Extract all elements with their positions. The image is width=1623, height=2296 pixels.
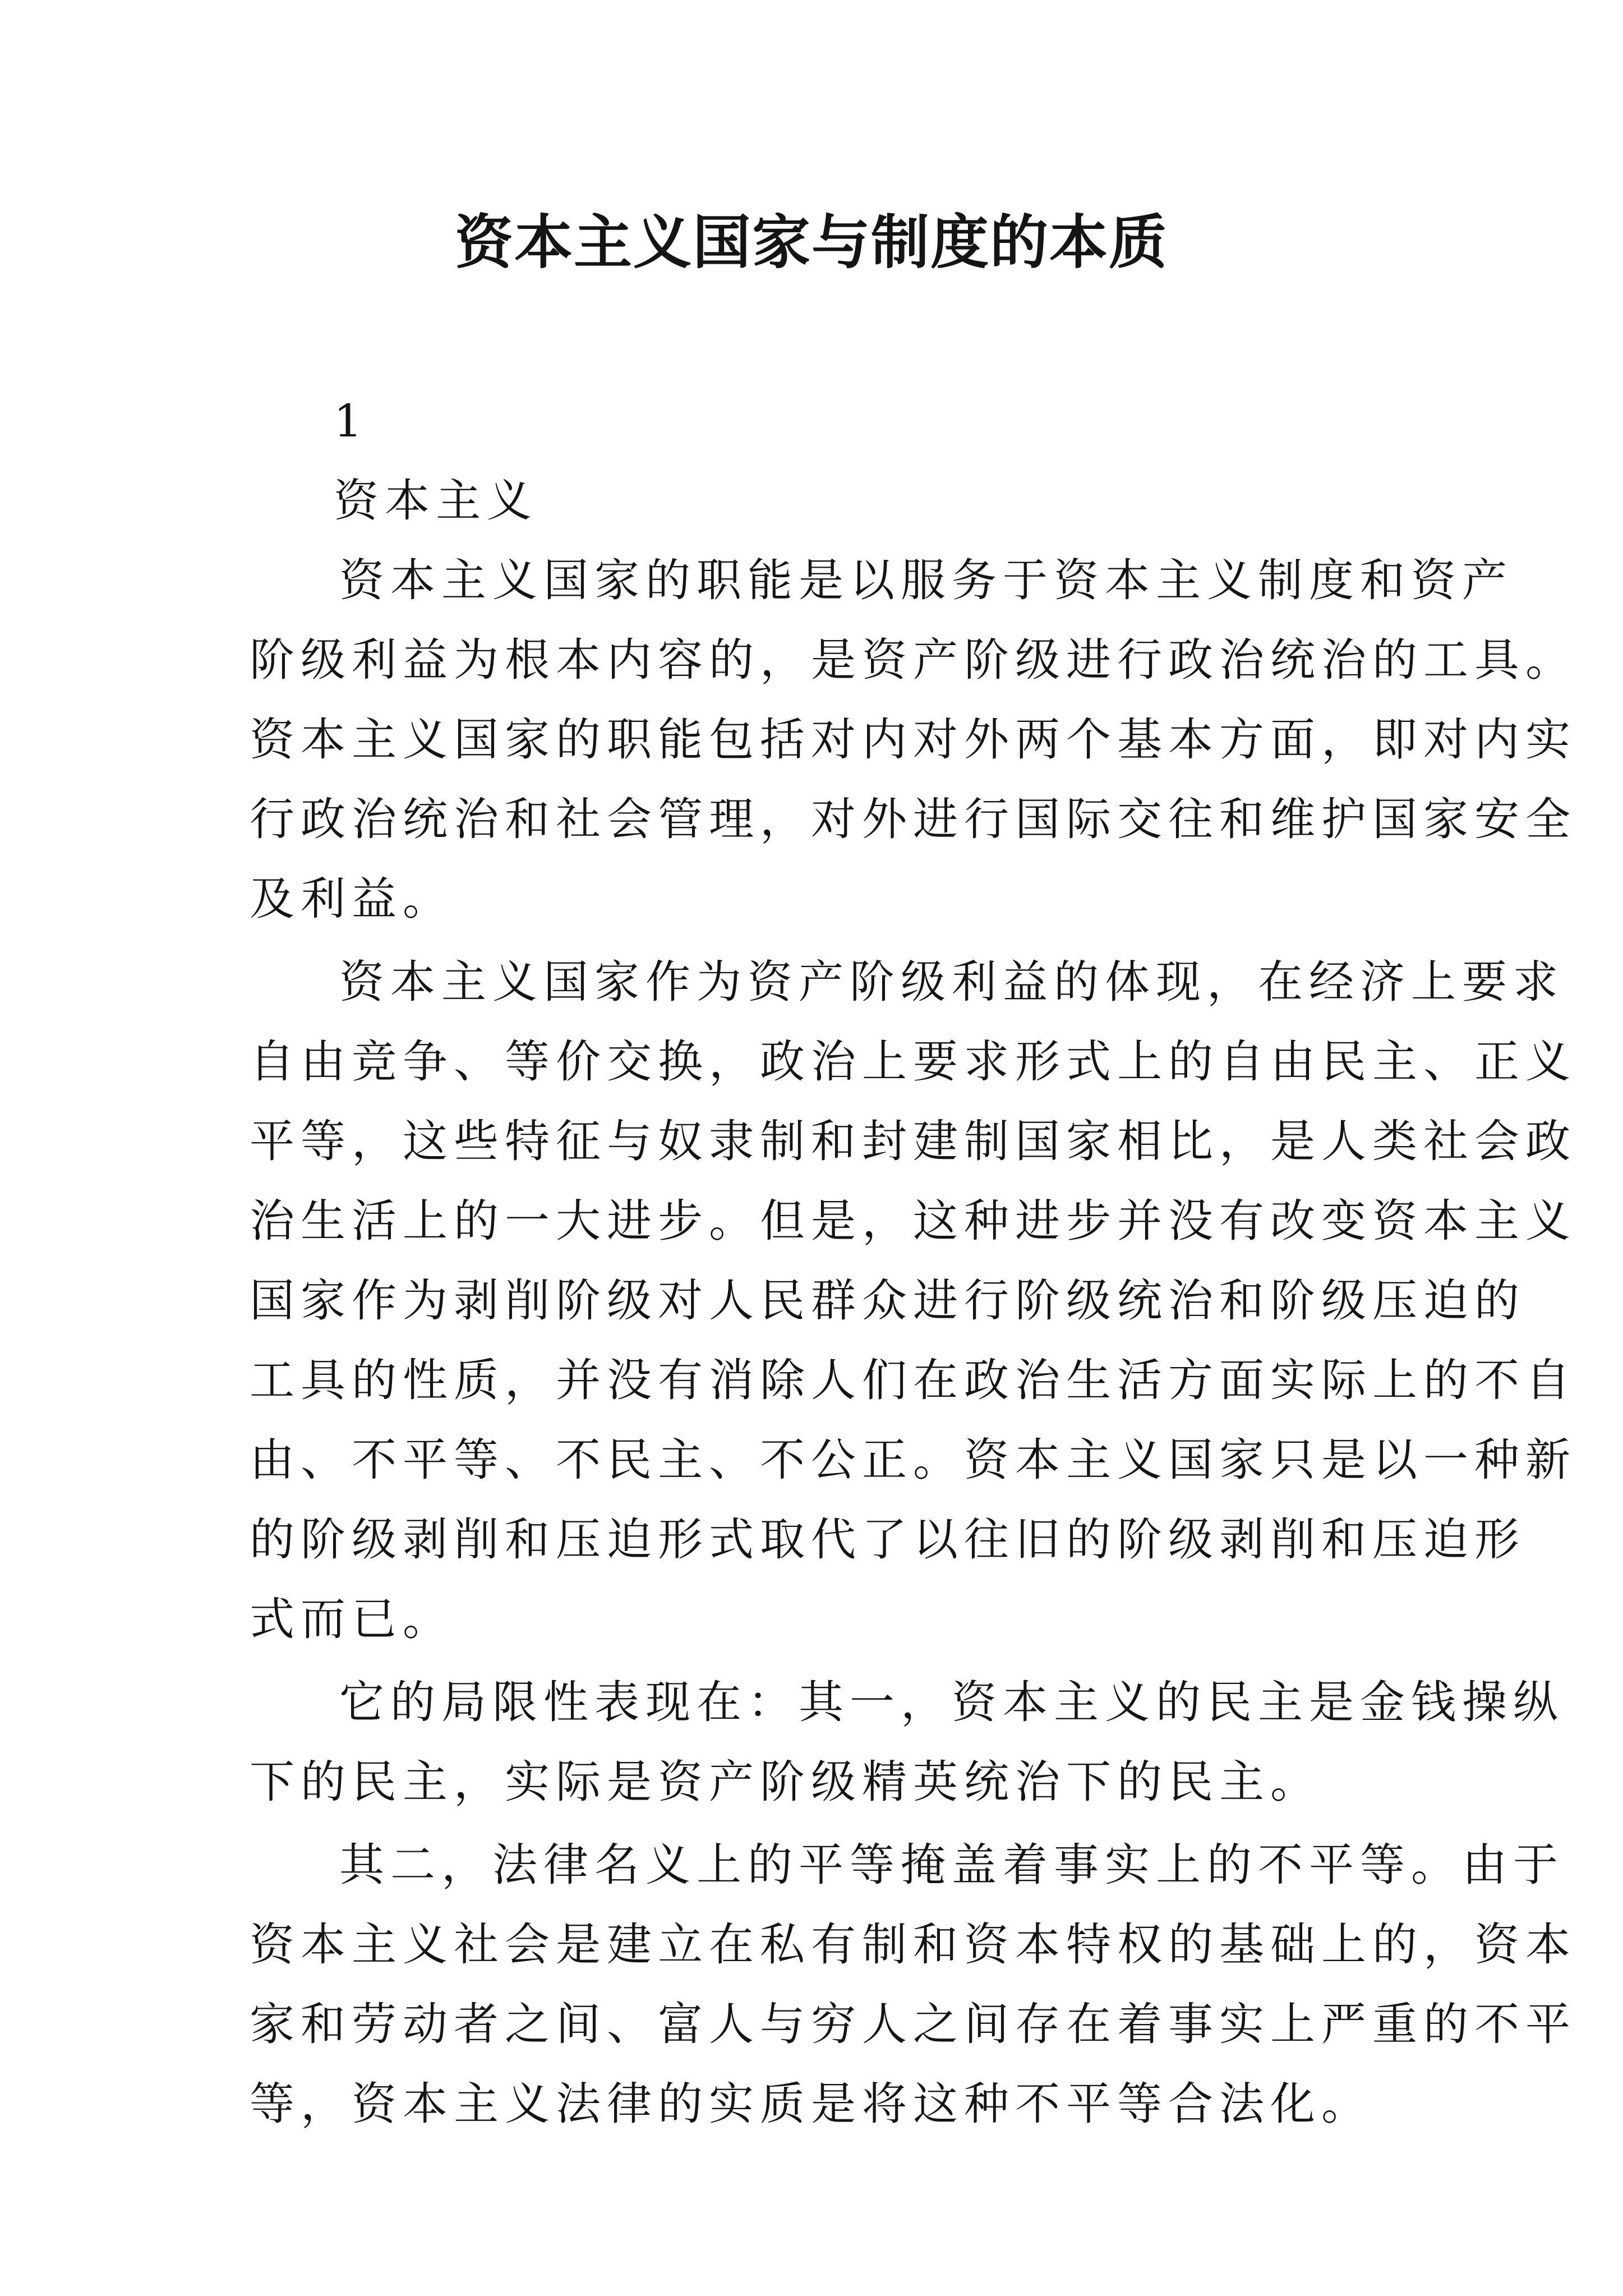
paragraph-line: 自由竞争、等价交换，政治上要求形式上的自由民主、正义 (250, 1036, 1576, 1088)
paragraph (250, 942, 1576, 1659)
paragraph-line: 平等，这些特征与奴隶制和封建制国家相比，是人类社会政 (250, 1115, 1576, 1167)
paragraph-line: 其二，法律名义上的平等掩盖着事实上的不平等。由于 (339, 1839, 1564, 1891)
section-heading: 资本主义 (334, 475, 538, 527)
paragraph-line: 的阶级剥削和压迫形式取代了以往旧的阶级剥削和压迫形 (250, 1513, 1525, 1566)
paragraph-line: 等，资本主义法律的实质是将这种不平等合法化。 (250, 2078, 1372, 2130)
document-body (250, 381, 1576, 2144)
paragraph-line: 资本主义国家的职能包括对内对外两个基本方面，即对内实 (250, 714, 1576, 766)
paragraph-line: 治生活上的一大进步。但是，这种进步并没有改变资本主义 (250, 1195, 1576, 1247)
paragraph (250, 1825, 1576, 2144)
paragraph (250, 541, 1576, 939)
paragraph-line: 行政治统治和社会管理，对外进行国际交往和维护国家安全 (250, 793, 1576, 845)
paragraph-line: 资本主义国家作为资产阶级利益的体现，在经济上要求 (339, 956, 1564, 1008)
paragraph-line: 国家作为剥削阶级对人民群众进行阶级统治和阶级压迫的 (250, 1274, 1525, 1327)
paragraph-line: 资本主义国家的职能是以服务于资本主义制度和资产 (339, 554, 1513, 606)
paragraph-line: 式而已。 (250, 1593, 454, 1645)
section-number: 1 (334, 395, 368, 447)
paragraph-line: 及利益。 (250, 873, 454, 925)
paragraph-line: 家和劳动者之间、富人与穷人之间存在着事实上严重的不平 (250, 1998, 1576, 2050)
paragraph-line: 工具的性质，并没有消除人们在政治生活方面实际上的不自 (250, 1354, 1576, 1406)
paragraph-line: 阶级利益为根本内容的，是资产阶级进行政治统治的工具。 (250, 634, 1576, 686)
document-title: 资本主义国家与制度的本质 (454, 208, 1168, 277)
paragraph-line: 它的局限性表现在：其一，资本主义的民主是金钱操纵 (339, 1676, 1564, 1728)
paragraph-line: 资本主义社会是建立在私有制和资本特权的基础上的，资本 (250, 1918, 1576, 1971)
paragraph (250, 1663, 1564, 1822)
paragraph-line: 下的民主，实际是资产阶级精英统治下的民主。 (250, 1756, 1321, 1808)
paragraph-line: 由、不平等、不民主、不公正。资本主义国家只是以一种新 (250, 1434, 1576, 1486)
